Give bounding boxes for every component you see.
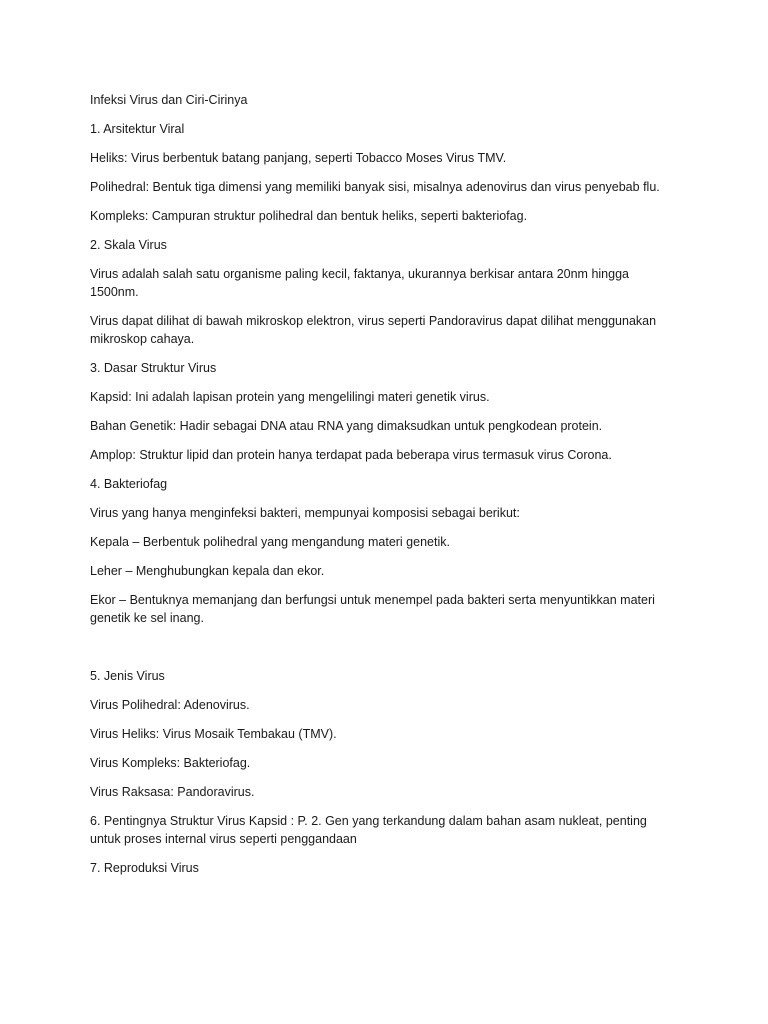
section-heading: 7. Reproduksi Virus xyxy=(90,861,199,875)
paragraph: Kompleks: Campuran struktur polihedral dan bentuk heliks, seperti bakteriofag. xyxy=(90,209,528,223)
paragraph: Virus Heliks: Virus Mosaik Tembakau (TMV). xyxy=(90,727,337,741)
paragraph: Virus Raksasa: Pandoravirus. xyxy=(90,785,255,799)
paragraph: Virus adalah salah satu organisme paling kecil, faktanya, ukurannya berkisar antara 20nm hingga 1500nm. xyxy=(90,267,629,299)
paragraph: Amplop: Struktur lipid dan protein hanya terdapat pada beberapa virus termasuk virus Corona. xyxy=(90,448,612,462)
paragraph: Virus Kompleks: Bakteriofag. xyxy=(90,756,251,770)
paragraph: Leher – Menghubungkan kepala dan ekor. xyxy=(90,564,325,578)
paragraph: Kapsid: Ini adalah lapisan protein yang mengelilingi materi genetik virus. xyxy=(90,390,490,404)
paragraph: Polihedral: Bentuk tiga dimensi yang memiliki banyak sisi, misalnya adenovirus dan virus penyebab flu. xyxy=(90,180,660,194)
section-heading: 3. Dasar Struktur Virus xyxy=(90,361,217,375)
paragraph: Kepala – Berbentuk polihedral yang mengandung materi genetik. xyxy=(90,535,450,549)
section-heading: 2. Skala Virus xyxy=(90,238,167,252)
empty-paragraph xyxy=(90,638,678,667)
section-heading: 4. Bakteriofag xyxy=(90,477,168,491)
paragraph: Virus Polihedral: Adenovirus. xyxy=(90,698,250,712)
paragraph: Ekor – Bentuknya memanjang dan berfungsi untuk menempel pada bakteri serta menyuntikkan materi genetik ke sel inang. xyxy=(90,593,655,625)
paragraph: Virus dapat dilihat di bawah mikroskop elektron, virus seperti Pandoravirus dapat dilihat menggunakan mikroskop cahaya. xyxy=(90,314,657,346)
paragraph: 6. Pentingnya Struktur Virus Kapsid : P. 2. Gen yang terkandung dalam bahan asam nukleat, penting untuk proses internal virus seperti penggandaan xyxy=(90,814,647,846)
paragraph: Bahan Genetik: Hadir sebagai DNA atau RNA yang dimaksudkan untuk pengkodean protein. xyxy=(90,419,603,433)
document-title: Infeksi Virus dan Ciri-Cirinya xyxy=(90,93,248,107)
section-heading: 5. Jenis Virus xyxy=(90,669,165,683)
section-heading: 1. Arsitektur Viral xyxy=(90,122,185,136)
paragraph: Virus yang hanya menginfeksi bakteri, mempunyai komposisi sebagai berikut: xyxy=(90,506,520,520)
paragraph: Heliks: Virus berbentuk batang panjang, seperti Tobacco Moses Virus TMV. xyxy=(90,151,507,165)
